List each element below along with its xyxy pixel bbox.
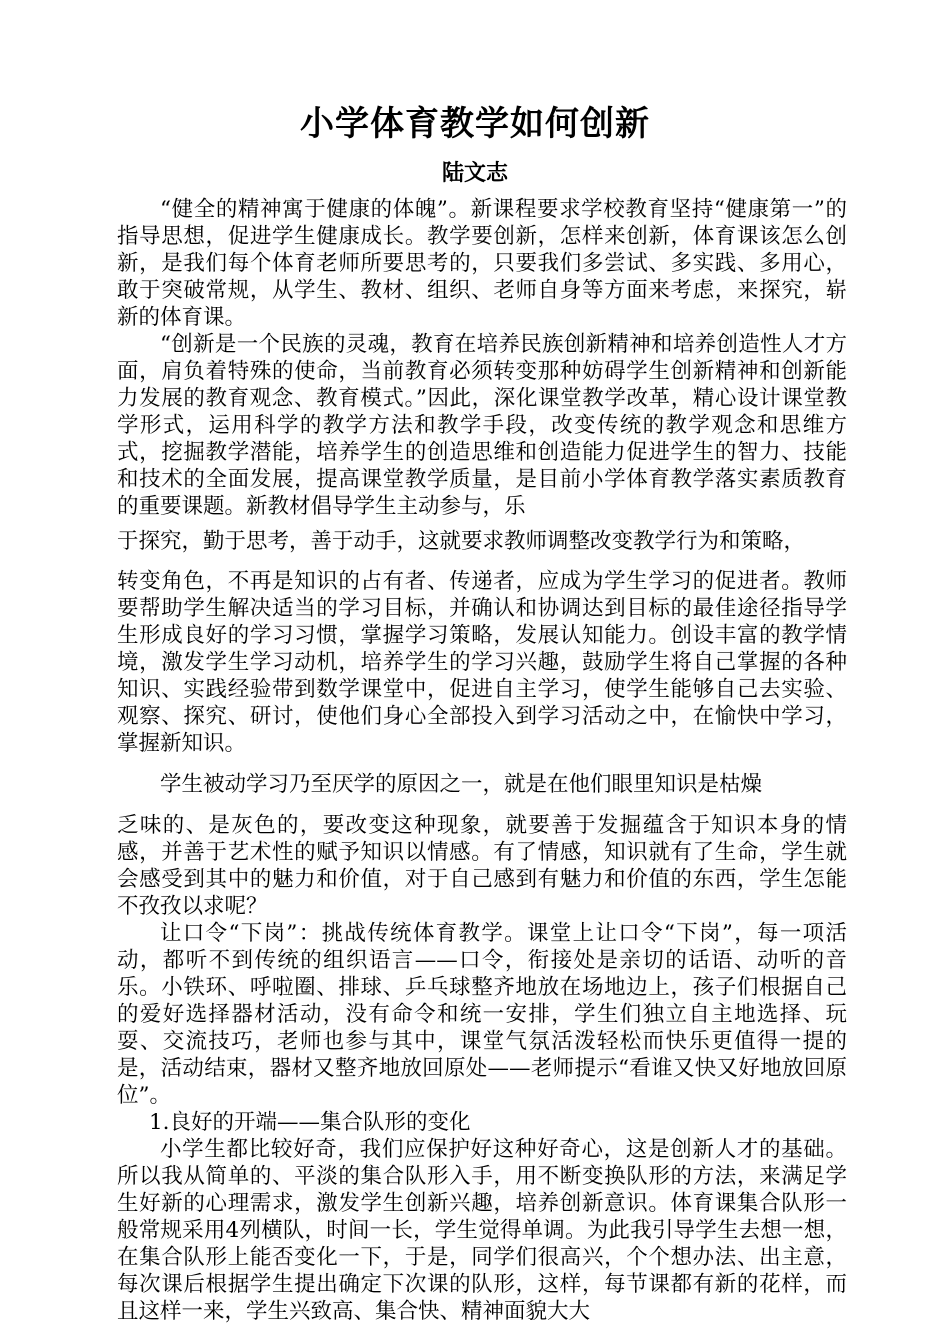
paragraph: 乏味的、是灰色的，要改变这种现象，就要善于发掘蕴含于知识本身的情感，并善于艺术性的赋予知识以情感。有了情感，知识就有了生命，学生就会感受到其中的魅力和价值，对于自己感到有魅力和价值的东西，学生怎能不孜孜以求呢？ xyxy=(117,813,847,919)
paragraph: 于探究，勤于思考，善于动手，这就要求教师调整改变教学行为和策略， xyxy=(117,529,806,554)
document-body xyxy=(117,196,847,1325)
paragraph: “健全的精神寓于健康的体魄”。新课程要求学校教育坚持“健康第一”的指导思想，促进学生健康成长。教学要创新，怎样来创新，体育课该怎么创新，是我们每个体育老师所要思考的，只要我们多尝试、多实践、多用心，敢于突破常规，从学生、教材、组织、老师自身等方面来考虑，来探究，崭新的体育课。 xyxy=(117,197,847,330)
paragraph: 学生被动学习乃至厌学的原因之一，就是在他们眼里知识是枯燥 xyxy=(160,772,763,797)
document-author: 陆文志 xyxy=(441,160,508,186)
paragraph: “创新是一个民族的灵魂，教育在培养民族创新精神和培养创造性人才方面，肩负着特殊的使命，当前教育必须转变那种妨碍学生创新精神和创新能力发展的教育观念、教育模式。”因此，深化课堂教学改革，精心设计课堂教学形式，运用科学的教学方法和教学手段，改变传统的教学观念和思维方式，挖掘教学潜能，培养学生的创造思维和创造能力促进学生的智力、技能和技术的全面发展，提高课堂教学质量，是目前小学体育教学落实素质教育的重要课题。新教材倡导学生主动参与，乐 xyxy=(117,332,847,519)
section-heading: 1.良好的开端——集合队形的变化 xyxy=(149,1110,471,1135)
paragraph: 转变角色，不再是知识的占有者、传递者，应成为学生学习的促进者。教师要帮助学生解决适当的学习目标，并确认和协调达到目标的最佳途径指导学生形成良好的学习习惯，掌握学习策略，发展认知能力。创设丰富的教学情境，激发学生学习动机，培养学生的学习兴趣，鼓励学生将自己掌握的各种知识、实践经验带到数学课堂中，促进自主学习，使学生能够自己去实验、观察、探究、研讨，使他们身心全部投入到学习活动之中，在愉快中学习，掌握新知识。 xyxy=(117,569,847,756)
paragraph: 小学生都比较好奇，我们应保护好这种好奇心，这是创新人才的基础。所以我从简单的、平淡的集合队形入手，用不断变换队形的方法，来满足学生好新的心理需求，激发学生创新兴趣，培养创新意识。体育课集合队形一般常规采用4列横队，时间一长，学生觉得单调。为此我引导学生去想一想，在集合队形上能否变化一下，于是，同学们很高兴，个个想办法、出主意，每次课后根据学生提出确定下次课的队形，这样，每节课都有新的花样，而且这样一来，学生兴致高、集合快、精神面貌大大 xyxy=(117,1137,847,1324)
document-title: 小学体育教学如何创新 xyxy=(300,104,650,144)
paragraph: 让口令“下岗”：挑战传统体育教学。课堂上让口令“下岗”，每一项活动，都听不到传统的组织语言——口令，衔接处是亲切的话语、动听的音乐。小铁环、呼啦圈、排球、乒乓球整齐地放在场地边上，孩子们根据自己的爱好选择器材活动，没有命令和统一安排，学生们独立自主地选择、玩耍、交流技巧，老师也参与其中，课堂气氛活泼轻松而快乐更值得一提的是，活动结束，器材又整齐地放回原处——老师提示“看谁又快又好地放回原位”。 xyxy=(117,921,847,1108)
